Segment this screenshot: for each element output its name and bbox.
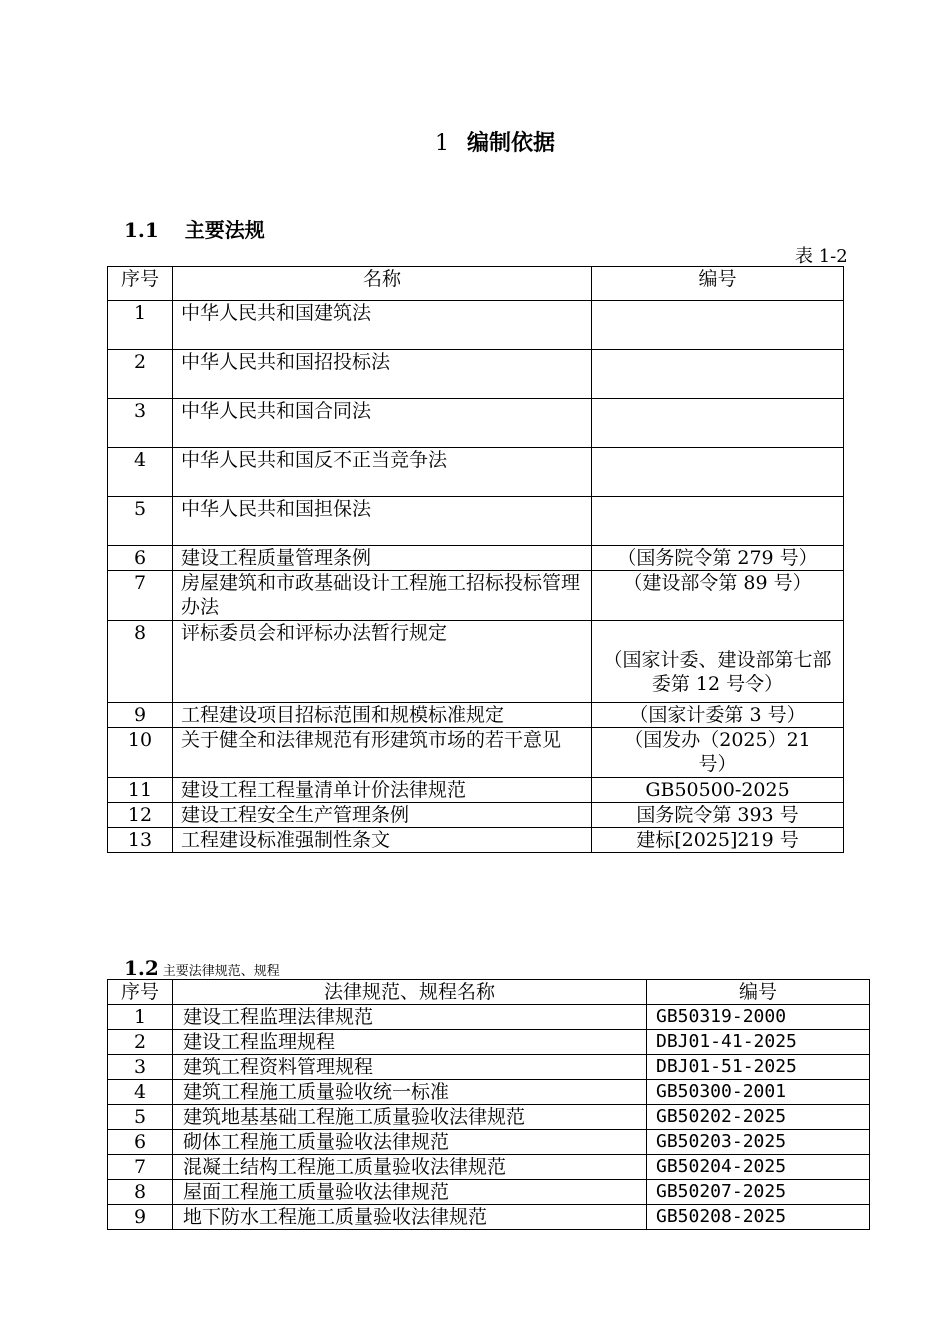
section-2-title: 主要法律规范、规程 — [162, 964, 280, 979]
row-code — [592, 497, 844, 546]
table-row — [108, 497, 844, 546]
row-index: 3 — [108, 1055, 173, 1080]
table-row — [108, 546, 844, 571]
table-row — [108, 1005, 870, 1030]
section-2-heading — [124, 956, 280, 980]
table-header-row — [108, 980, 870, 1005]
row-name: 中华人民共和国担保法 — [173, 497, 592, 546]
table-header-row — [108, 267, 844, 301]
row-name: 中华人民共和国反不正当竞争法 — [173, 448, 592, 497]
row-index: 1 — [108, 301, 173, 350]
row-name: 建筑工程资料管理规程 — [173, 1055, 647, 1080]
table-row — [108, 703, 844, 728]
table-row — [108, 728, 844, 778]
heading-number: 1 — [434, 131, 449, 156]
row-code: DBJ01-41-2025 — [647, 1030, 870, 1055]
row-index: 8 — [108, 621, 173, 703]
table-row — [108, 1080, 870, 1105]
row-index: 8 — [108, 1180, 173, 1205]
row-code: GB50204-2025 — [647, 1155, 870, 1180]
row-code: （国家计委、建设部第七部委第 12 号令） — [592, 621, 844, 703]
table-row — [108, 778, 844, 803]
table-row — [108, 571, 844, 621]
standards-table — [107, 979, 870, 1230]
row-index: 13 — [108, 828, 173, 853]
row-name: 中华人民共和国招投标法 — [173, 350, 592, 399]
row-code: （国发办（2025）21 号） — [592, 728, 844, 778]
row-code: （国家计委第 3 号） — [592, 703, 844, 728]
table-row — [108, 1105, 870, 1130]
row-name: 建设工程工程量清单计价法律规范 — [173, 778, 592, 803]
row-index: 4 — [108, 448, 173, 497]
row-index: 7 — [108, 1155, 173, 1180]
row-name: 工程建设项目招标范围和规模标准规定 — [173, 703, 592, 728]
section-1-title: 主要法规 — [184, 218, 265, 242]
table-row — [108, 828, 844, 853]
row-code — [592, 399, 844, 448]
row-code: GB50208-2025 — [647, 1205, 870, 1230]
row-name: 建设工程安全生产管理条例 — [173, 803, 592, 828]
row-name: 工程建设标准强制性条文 — [173, 828, 592, 853]
header-cell-index: 序号 — [108, 980, 173, 1005]
row-code: GB50203-2025 — [647, 1130, 870, 1155]
table-row — [108, 803, 844, 828]
header-cell-code: 编号 — [647, 980, 870, 1005]
table-row — [108, 399, 844, 448]
row-name: 屋面工程施工质量验收法律规范 — [173, 1180, 647, 1205]
table-row — [108, 1130, 870, 1155]
row-code — [592, 350, 844, 399]
row-code: （建设部令第 89 号） — [592, 571, 844, 621]
table-row — [108, 1205, 870, 1230]
row-name: 砌体工程施工质量验收法律规范 — [173, 1130, 647, 1155]
row-name: 建设工程监理法律规范 — [173, 1005, 647, 1030]
row-name: 建设工程监理规程 — [173, 1030, 647, 1055]
row-name: 地下防水工程施工质量验收法律规范 — [173, 1205, 647, 1230]
row-index: 6 — [108, 1130, 173, 1155]
page-heading — [0, 126, 950, 157]
row-index: 2 — [108, 350, 173, 399]
header-cell-code: 编号 — [592, 267, 844, 301]
section-2-number: 1.2 — [124, 956, 159, 980]
row-code: GB50202-2025 — [647, 1105, 870, 1130]
row-index: 3 — [108, 399, 173, 448]
row-index: 9 — [108, 703, 173, 728]
header-cell-name: 名称 — [173, 267, 592, 301]
row-code: 国务院令第 393 号 — [592, 803, 844, 828]
table-row — [108, 350, 844, 399]
row-index: 7 — [108, 571, 173, 621]
row-code: GB50319-2000 — [647, 1005, 870, 1030]
table-row — [108, 301, 844, 350]
table-row — [108, 1180, 870, 1205]
row-name: 中华人民共和国合同法 — [173, 399, 592, 448]
header-cell-name: 法律规范、规程名称 — [173, 980, 647, 1005]
row-code: DBJ01-51-2025 — [647, 1055, 870, 1080]
heading-text: 编制依据 — [466, 131, 555, 156]
row-name: 建设工程质量管理条例 — [173, 546, 592, 571]
table-row — [108, 448, 844, 497]
section-1-number: 1.1 — [124, 218, 159, 242]
row-name: 关于健全和法律规范有形建筑市场的若干意见 — [173, 728, 592, 778]
header-cell-index: 序号 — [108, 267, 173, 301]
table-row — [108, 1155, 870, 1180]
row-code: （国务院令第 279 号） — [592, 546, 844, 571]
row-code: GB50207-2025 — [647, 1180, 870, 1205]
table-row — [108, 621, 844, 703]
table-number: 表 1-2 — [795, 246, 848, 267]
row-name: 评标委员会和评标办法暂行规定 — [173, 621, 592, 703]
row-code — [592, 301, 844, 350]
regulations-table — [107, 266, 844, 853]
row-name: 中华人民共和国建筑法 — [173, 301, 592, 350]
row-code: GB50300-2001 — [647, 1080, 870, 1105]
row-index: 6 — [108, 546, 173, 571]
row-code — [592, 448, 844, 497]
row-index: 2 — [108, 1030, 173, 1055]
row-index: 9 — [108, 1205, 173, 1230]
row-index: 5 — [108, 497, 173, 546]
row-index: 5 — [108, 1105, 173, 1130]
table-row — [108, 1055, 870, 1080]
row-index: 1 — [108, 1005, 173, 1030]
row-index: 11 — [108, 778, 173, 803]
row-name: 混凝土结构工程施工质量验收法律规范 — [173, 1155, 647, 1180]
row-name: 建筑地基基础工程施工质量验收法律规范 — [173, 1105, 647, 1130]
table-row — [108, 1030, 870, 1055]
row-index: 10 — [108, 728, 173, 778]
row-code: GB50500-2025 — [592, 778, 844, 803]
row-code: 建标[2025]219 号 — [592, 828, 844, 853]
row-name: 房屋建筑和市政基础设计工程施工招标投标管理办法 — [173, 571, 592, 621]
row-index: 4 — [108, 1080, 173, 1105]
row-name: 建筑工程施工质量验收统一标准 — [173, 1080, 647, 1105]
row-index: 12 — [108, 803, 173, 828]
section-1-heading — [124, 214, 265, 243]
